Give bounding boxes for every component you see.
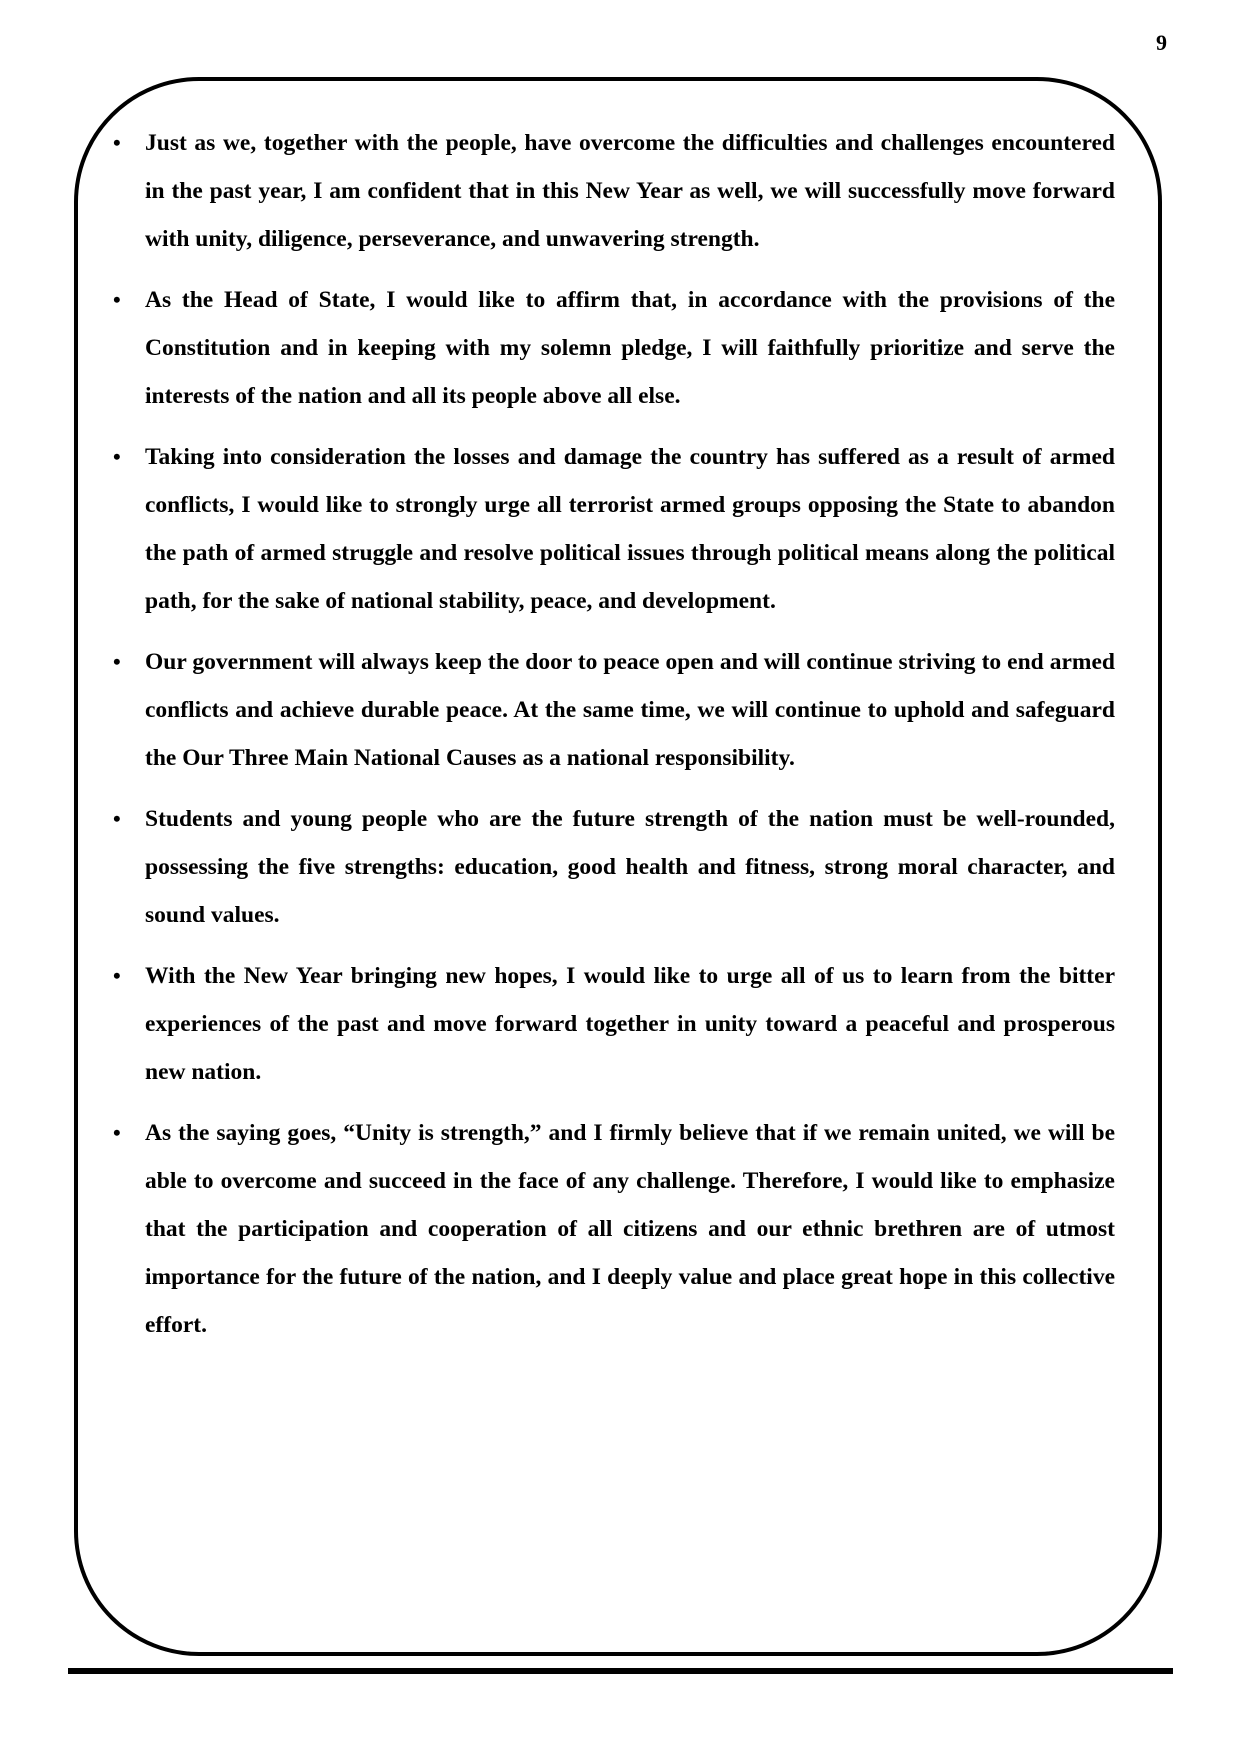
- bullet-marker: •: [113, 444, 121, 469]
- list-item: [113, 638, 1115, 782]
- bullet-text: Just as we, together with the people, have overcome the difficulties and challenges encountered in the past year, I am confident that in this New Year as well, we will successfully move forward with unity, diligence, perseverance, and unwavering strength.: [145, 130, 1115, 252]
- bullet-marker: •: [113, 649, 121, 674]
- bullet-text: With the New Year bringing new hopes, I would like to urge all of us to learn from the bitter experiences of the past and move forward together in unity toward a peaceful and prosperous new nation.: [145, 963, 1115, 1085]
- bullet-marker: •: [113, 806, 121, 831]
- bullet-text: Students and young people who are the future strength of the nation must be well-rounded, possessing the five strengths: education, good health and fitness, strong moral character, and sound values.: [145, 806, 1115, 928]
- list-item: [113, 952, 1115, 1096]
- box-content: [78, 81, 1158, 1349]
- bullet-marker: •: [113, 963, 121, 988]
- list-item: [113, 276, 1115, 420]
- list-item: [113, 795, 1115, 939]
- bullet-list: [113, 119, 1115, 1349]
- bullet-text: As the saying goes, “Unity is strength,” and I firmly believe that if we remain united, we will be able to overcome and succeed in the face of any challenge. Therefore, I would like to emphasize that the participation and cooperation of all citizens and our ethnic brethren are of utmost importance for the future of the nation, and I deeply value and place great hope in this collective effort.: [145, 1120, 1115, 1338]
- bullet-marker: •: [113, 130, 121, 155]
- list-item: [113, 119, 1115, 263]
- footer-rule: [68, 1668, 1173, 1674]
- rounded-border-box: [74, 77, 1162, 1656]
- list-item: [113, 1109, 1115, 1349]
- bullet-text: Taking into consideration the losses and damage the country has suffered as a result of armed conflicts, I would like to strongly urge all terrorist armed groups opposing the State to abandon the path of armed struggle and resolve political issues through political means along the political path, for the sake of national stability, peace, and development.: [145, 444, 1115, 614]
- bullet-text: Our government will always keep the door to peace open and will continue striving to end armed conflicts and achieve durable peace. At the same time, we will continue to uphold and safeguard the Our Three Main National Causes as a national responsibility.: [145, 649, 1115, 771]
- list-item: [113, 433, 1115, 625]
- bullet-text: As the Head of State, I would like to affirm that, in accordance with the provisions of the Constitution and in keeping with my solemn pledge, I will faithfully prioritize and serve the interests of the nation and all its people above all else.: [145, 287, 1115, 409]
- bullet-marker: •: [113, 1120, 121, 1145]
- page-number: 9: [1156, 30, 1167, 55]
- bullet-marker: •: [113, 287, 121, 312]
